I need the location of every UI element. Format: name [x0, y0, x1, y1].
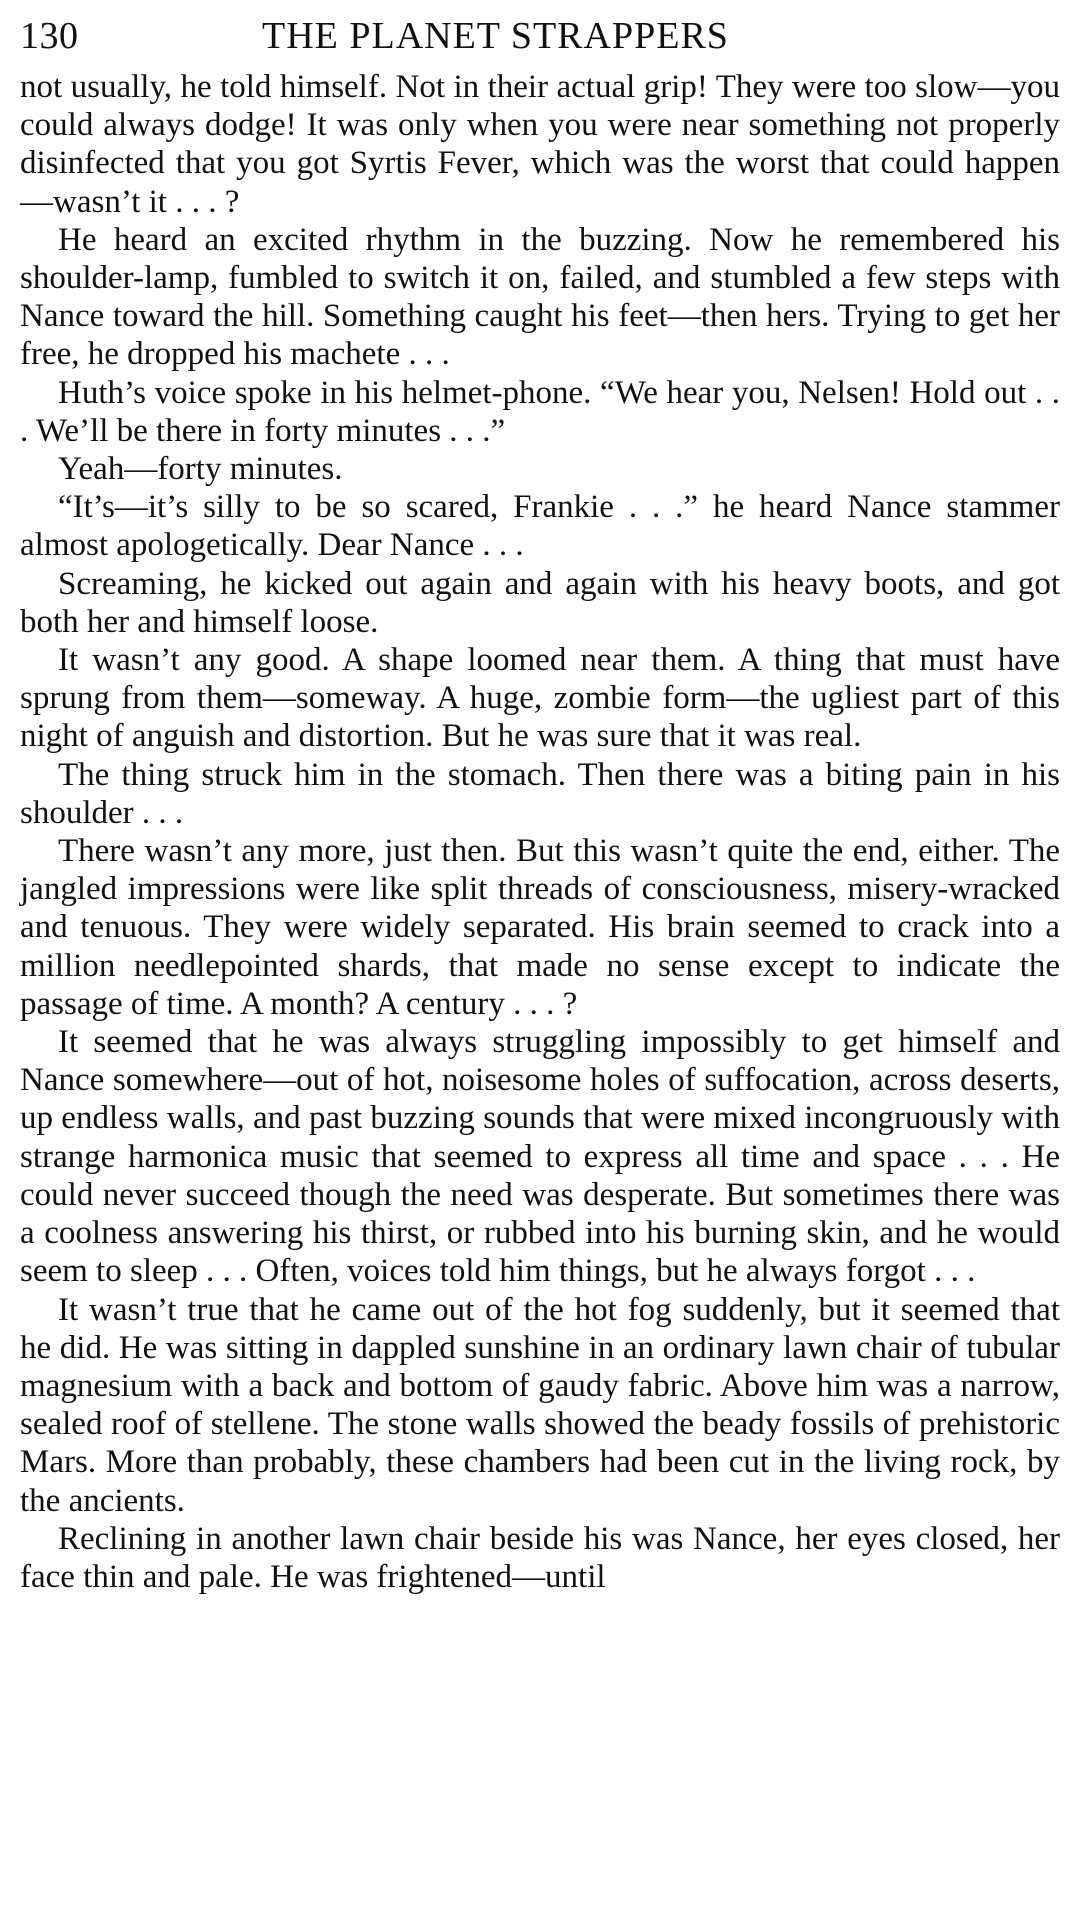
- paragraph: “It’s—it’s silly to be so scared, Frankie . . .” he heard Nance stammer almost apologetically. Dear Nance . . .: [20, 489, 1060, 564]
- page-header: [20, 14, 1060, 64]
- paragraph: Screaming, he kicked out again and again with his heavy boots, and got both her and himself loose.: [20, 565, 1060, 640]
- book-page: [20, 14, 1060, 1596]
- paragraph: Huth’s voice spoke in his helmet-phone. “We hear you, Nelsen! Hold out . . . We’ll be there in forty minutes . . .”: [20, 374, 1060, 449]
- page-number: 130: [20, 15, 79, 57]
- paragraph: It wasn’t any good. A shape loomed near them. A thing that must have sprung from them—someway. A huge, zombie form—the ugliest part of this night of anguish and distortion. But he was sure that it was real.: [20, 642, 1060, 755]
- paragraph: The thing struck him in the stomach. Then there was a biting pain in his shoulder . . .: [20, 756, 1060, 831]
- paragraph: Yeah—forty minutes.: [58, 451, 343, 488]
- body-text: [20, 68, 1060, 1596]
- paragraph: It seemed that he was always struggling impossibly to get himself and Nance somewhere—out of hot, noisesome holes of suffocation, across deserts, up endless walls, and past buzzing sounds that were mixed incongruously with strange harmonica music that seemed to express all time and space . . . He could never succeed though the need was desperate. But sometimes there was a coolness answering his thirst, or rubbed into his burning skin, and he would seem to sleep . . . Often, voices told him things, but he always forgot . . .: [20, 1024, 1060, 1290]
- paragraph: It wasn’t true that he came out of the hot fog suddenly, but it seemed that he did. He was sitting in dappled sunshine in an ordinary lawn chair of tubular magnesium with a back and bottom of gaudy fabric. Above him was a narrow, sealed roof of stellene. The stone walls showed the beady fossils of prehistoric Mars. More than probably, these chambers had been cut in the living rock, by the ancients.: [20, 1291, 1060, 1519]
- paragraph: not usually, he told himself. Not in their actual grip! They were too slow—you could always dodge! It was only when you were near something not properly disinfected that you got Syrtis Fever, which was the worst that could happen—wasn’t it . . . ?: [20, 69, 1060, 220]
- paragraph: He heard an excited rhythm in the buzzing. Now he remembered his shoulder-lamp, fumbled to switch it on, failed, and stumbled a few steps with Nance toward the hill. Something caught his feet—then hers. Trying to get her free, he dropped his machete . . .: [20, 221, 1060, 373]
- paragraph: There wasn’t any more, just then. But this wasn’t quite the end, either. The jangled impressions were like split threads of consciousness, misery-wracked and tenuous. They were widely separated. His brain seemed to crack into a million needlepointed shards, that made no sense except to indicate the passage of time. A month? A century . . . ?: [20, 833, 1060, 1022]
- paragraph: Reclining in another lawn chair beside his was Nance, her eyes closed, her face thin and pale. He was frightened—until: [20, 1520, 1060, 1595]
- running-title: THE PLANET STRAPPERS: [262, 15, 729, 57]
